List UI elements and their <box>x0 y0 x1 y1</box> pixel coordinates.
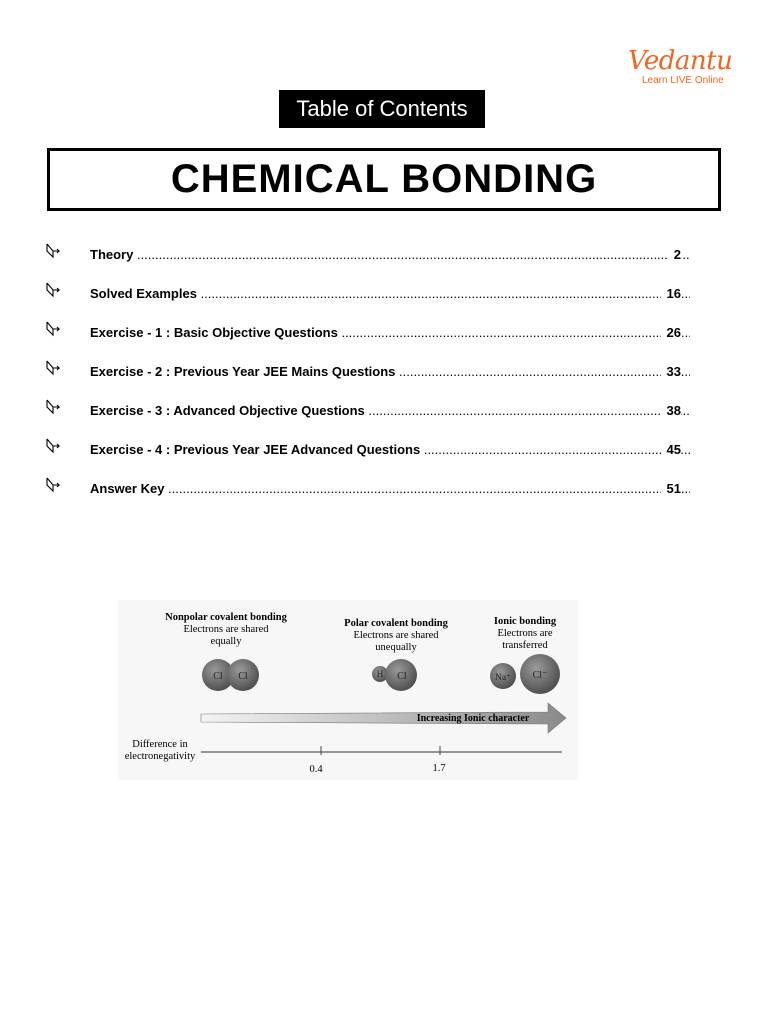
chapter-title-box <box>47 148 721 211</box>
ionic-title: Ionic bonding <box>493 616 557 627</box>
toc-item-label: Exercise - 2 : Previous Year JEE Mains Questions ..... <box>90 364 690 379</box>
arrow-bullet-icon <box>44 437 64 457</box>
arrow-bullet-icon <box>44 320 64 340</box>
toc-item-page: 16 <box>661 286 681 301</box>
arrow-label: Increasing Ionic character <box>416 713 530 724</box>
toc-item[interactable] <box>44 359 694 398</box>
toc-item-page: 45 <box>661 442 681 457</box>
toc-item-label: Exercise - 1 : Basic Objective Questions ..... <box>90 325 690 340</box>
toc-item[interactable] <box>44 437 694 476</box>
arrow-bullet-icon <box>44 281 64 301</box>
polar-atom2: Cl <box>397 671 407 682</box>
ionic-line2: transferred <box>502 640 548 651</box>
toc-item-page: 51 <box>661 481 681 496</box>
toc-item[interactable] <box>44 281 694 320</box>
toc-item-page: 2 <box>668 247 681 262</box>
axis-label-line1: Difference in <box>132 739 188 750</box>
arrow-bullet-icon <box>44 476 64 496</box>
nonpolar-line2: equally <box>210 636 242 647</box>
toc-item-page: 33 <box>661 364 681 379</box>
table-of-contents <box>44 242 694 515</box>
chapter-title: CHEMICAL BONDING <box>170 157 598 201</box>
logo-brand: Vedantu <box>628 46 733 76</box>
bonding-spectrum-figure <box>118 600 578 780</box>
toc-item-page: 26 <box>661 325 681 340</box>
polar-title: Polar covalent bonding <box>344 618 448 629</box>
toc-item[interactable] <box>44 476 694 515</box>
toc-item[interactable] <box>44 398 694 437</box>
nonpolar-atom2: Cl <box>238 671 248 682</box>
toc-item-page: 38 <box>661 403 681 418</box>
toc-item-label: Exercise - 3 : Advanced Objective Questions ..... <box>90 403 690 418</box>
ionic-atom1: Na⁺ <box>494 673 512 683</box>
arrow-bullet-icon <box>44 359 64 379</box>
axis-label-line2: electronegativity <box>124 751 196 762</box>
tick-label-1-7: 1.7 <box>432 763 446 774</box>
toc-item-label: Solved Examples ..... <box>90 286 690 301</box>
polar-line1: Electrons are shared <box>353 630 439 641</box>
toc-item[interactable] <box>44 242 694 281</box>
ionic-line1: Electrons are <box>497 628 553 639</box>
vedantu-logo <box>628 46 733 86</box>
arrow-bullet-icon <box>44 398 64 418</box>
toc-title-badge: Table of Contents <box>279 90 485 128</box>
nonpolar-line1: Electrons are shared <box>183 624 269 635</box>
toc-item[interactable] <box>44 320 694 359</box>
toc-item-label: Theory ..... <box>90 247 690 262</box>
polar-atom1: H <box>376 669 384 679</box>
ionic-atom2: Cl⁻ <box>532 670 548 681</box>
logo-tagline: Learn LIVE Online <box>642 75 724 86</box>
arrow-bullet-icon <box>44 242 64 262</box>
toc-item-label: Exercise - 4 : Previous Year JEE Advanced Questions ..... <box>90 442 690 457</box>
polar-line2: unequally <box>375 642 417 653</box>
tick-label-0-4: 0.4 <box>309 764 323 775</box>
nonpolar-atom1: Cl <box>213 671 223 682</box>
bonding-diagram <box>118 600 578 780</box>
toc-item-label: Answer Key ..... <box>90 481 690 496</box>
nonpolar-title: Nonpolar covalent bonding <box>165 612 287 623</box>
